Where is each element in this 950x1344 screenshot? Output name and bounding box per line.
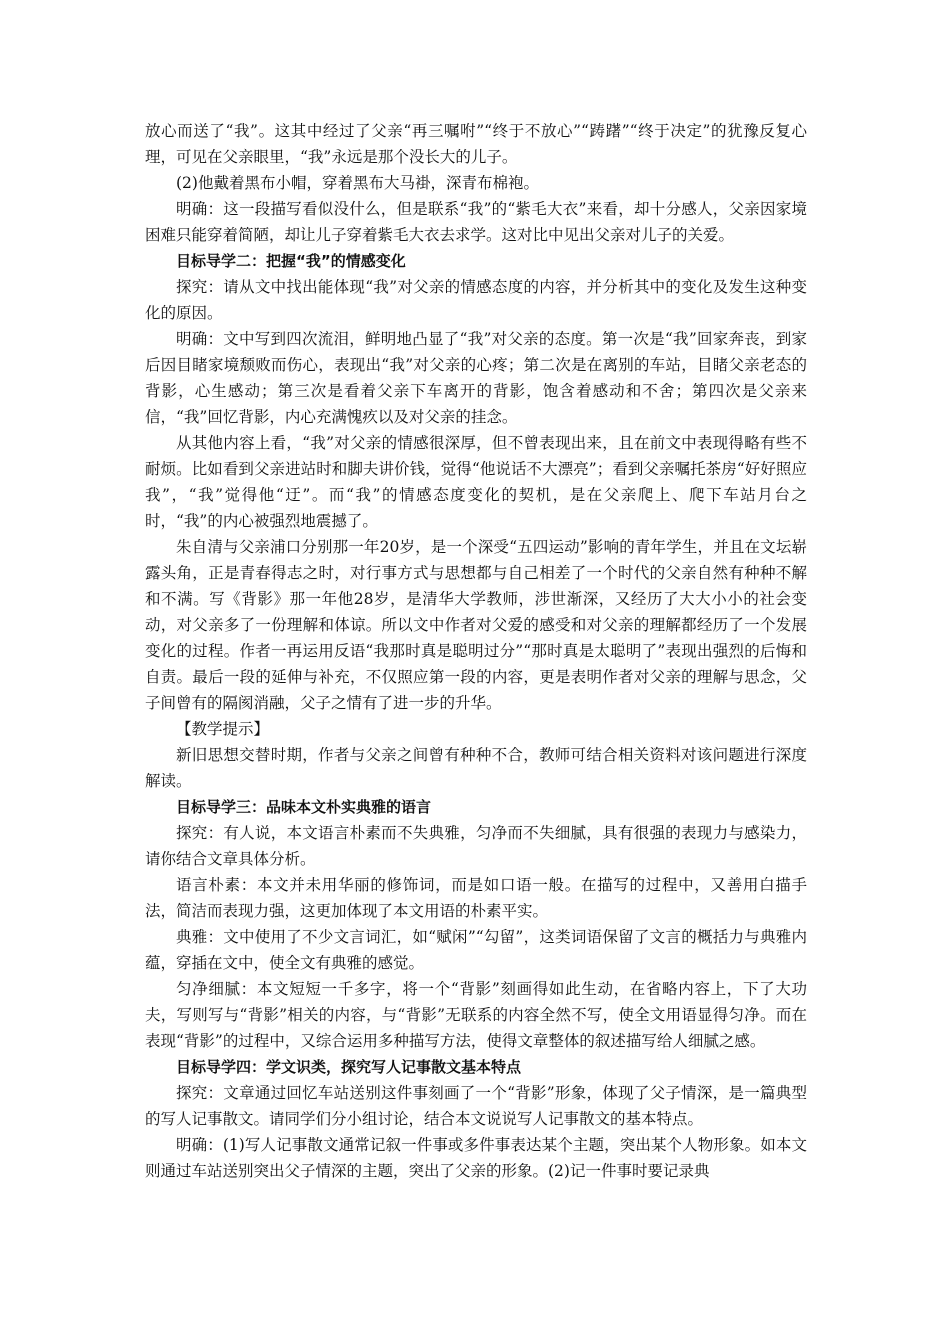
body-paragraph: 从其他内容上看，“我”对父亲的情感很深厚，但不曾表现出来，且在前文中表现得略有些不耐烦。比如看到父亲进站时和脚夫讲价钱，觉得“他说话不大漂亮”；看到父亲嘱托茶房“好好照应我”，“我”觉得他“迂”。而“我”的情感态度变化的契机，是在父亲爬上、爬下车站月台之时，“我”的内心被强烈地震撼了。 xyxy=(145,434,807,530)
section-heading: 目标导学四：学文识类，探究写人记事散文基本特点 xyxy=(176,1058,522,1076)
answer-paragraph: 明确：这一段描写看似没什么，但是联系“我”的“紫毛大衣”来看，却十分感人，父亲因家境困难只能穿着简陋，却让儿子穿着紫毛大衣去求学。这对比中见出父亲对儿子的关爱。 xyxy=(145,200,807,244)
body-paragraph: 语言朴素：本文并未用华丽的修饰词，而是如口语一般。在描写的过程中，又善用白描手法，简洁而表现力强，这更加体现了本文用语的朴素平实。 xyxy=(145,876,807,920)
body-paragraph: 匀净细腻：本文短短一千多字，将一个“背影”刻画得如此生动，在省略内容上，下了大功夫，写则写与“背影”相关的内容，与“背影”无联系的内容全然不写，使全文用语显得匀净。而在表现“背影”的过程中，又综合运用多种描写方法，使得文章整体的叙述描写给人细腻之感。 xyxy=(145,980,807,1050)
question-paragraph: 探究：有人说，本文语言朴素而不失典雅，匀净而不失细腻，具有很强的表现力与感染力，请你结合文章具体分析。 xyxy=(145,824,807,868)
section-heading: 目标导学二：把握“我”的情感变化 xyxy=(176,252,406,270)
body-paragraph: 典雅：文中使用了不少文言词汇，如“赋闲”“勾留”，这类词语保留了文言的概括力与典雅内蕴，穿插在文中，使全文有典雅的感觉。 xyxy=(145,928,807,972)
teaching-tip-label: 【教学提示】 xyxy=(176,720,270,738)
quote-paragraph: (2)他戴着黑布小帽，穿着黑布大马褂，深青布棉袍。 xyxy=(176,174,539,192)
body-paragraph: 朱自清与父亲浦口分别那一年20岁，是一个深受“五四运动”影响的青年学生，并且在文坛崭露头角，正是青春得志之时，对行事方式与思想都与自己相差了一个时代的父亲自然有种种不解和不满。写《背影》那一年他28岁，是清华大学教师，涉世渐深，又经历了大大小小的社会变动，对父亲多了一份理解和体谅。所以文中作者对父爱的感受和对父亲的理解都经历了一个发展变化的过程。作者一再运用反语“我那时真是聪明过分”“那时真是太聪明了”表现出强烈的后悔和自责。最后一段的延伸与补充，不仅照应第一段的内容，更是表明作者对父亲的理解与思念，父子间曾有的隔阂消融，父子之情有了进一步的升华。 xyxy=(145,538,807,712)
section-heading: 目标导学三：品味本文朴实典雅的语言 xyxy=(176,798,432,816)
question-paragraph: 探究：请从文中找出能体现“我”对父亲的情感态度的内容，并分析其中的变化及发生这种变化的原因。 xyxy=(145,278,807,322)
answer-paragraph: 明确：(1)写人记事散文通常记叙一件事或多件事表达某个主题，突出某个人物形象。如本文则通过车站送别突出父子情深的主题，突出了父亲的形象。(2)记一件事时要记录典 xyxy=(145,1136,807,1180)
answer-paragraph: 明确：文中写到四次流泪，鲜明地凸显了“我”对父亲的态度。第一次是“我”回家奔丧，到家后因目睹家境颓败而伤心，表现出“我”对父亲的心疼；第二次是在离别的车站，目睹父亲老态的背影，心生感动；第三次是看着父亲下车离开的背影，饱含着感动和不舍；第四次是父亲来信，“我”回忆背影，内心充满愧疚以及对父亲的挂念。 xyxy=(145,330,807,426)
paragraph-continuation: 放心而送了“我”。这其中经过了父亲“再三嘱咐”“终于不放心”“踌躇”“终于决定”的犹豫反复心理，可见在父亲眼里，“我”永远是那个没长大的儿子。 xyxy=(145,122,807,166)
question-paragraph: 探究：文章通过回忆车站送别这件事刻画了一个“背影”形象，体现了父子情深，是一篇典型的写人记事散文。请同学们分小组讨论，结合本文说说写人记事散文的基本特点。 xyxy=(145,1084,807,1128)
document-page xyxy=(145,118,807,1184)
teaching-tip-paragraph: 新旧思想交替时期，作者与父亲之间曾有种种不合，教师可结合相关资料对该问题进行深度解读。 xyxy=(145,746,807,790)
